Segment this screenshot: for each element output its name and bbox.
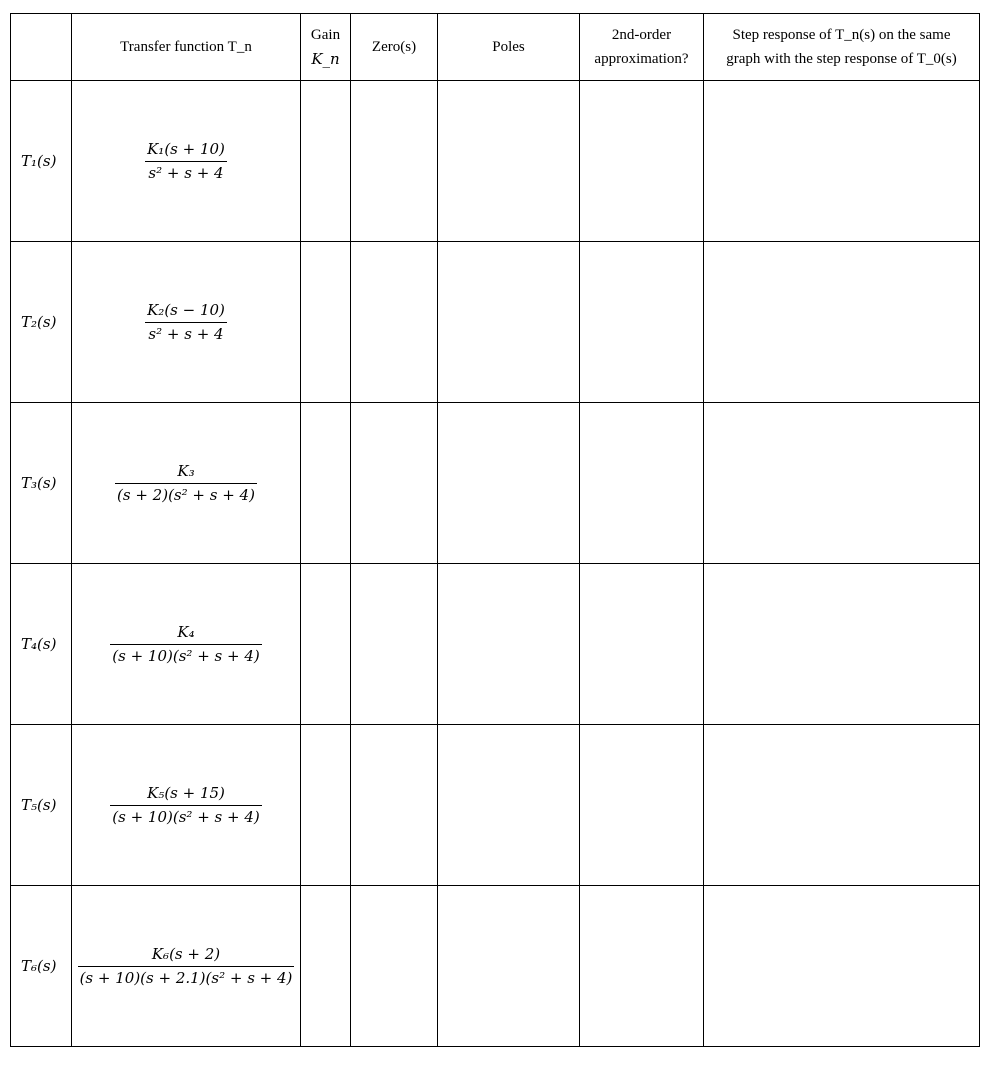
row-label: T₃(s) bbox=[11, 403, 72, 564]
zeros-input-cell[interactable] bbox=[351, 242, 438, 403]
transfer-function-cell bbox=[72, 886, 301, 1047]
transfer-function-cell bbox=[72, 81, 301, 242]
numerator: K₃ bbox=[177, 461, 195, 480]
row-label: T₆(s) bbox=[11, 886, 72, 1047]
denominator: s² + s + 4 bbox=[148, 324, 224, 343]
numerator: K₁(s + 10) bbox=[147, 139, 225, 158]
numerator: K₆(s + 2) bbox=[151, 944, 221, 963]
zeros-input-cell[interactable] bbox=[351, 81, 438, 242]
table-row bbox=[11, 886, 980, 1047]
header-poles bbox=[438, 14, 580, 81]
table-row bbox=[11, 564, 980, 725]
transfer-function-cell bbox=[72, 725, 301, 886]
header-gain-line1: Gain bbox=[310, 27, 341, 43]
header-transfer-function bbox=[72, 14, 301, 81]
zeros-input-cell[interactable] bbox=[351, 725, 438, 886]
row-label: T₂(s) bbox=[11, 242, 72, 403]
fraction bbox=[110, 783, 261, 828]
second-order-input-cell[interactable] bbox=[580, 725, 704, 886]
header-zeros bbox=[351, 14, 438, 81]
fraction bbox=[145, 300, 227, 345]
header-second-order-line1: 2nd-order bbox=[611, 27, 672, 43]
step-response-input-cell[interactable] bbox=[704, 725, 980, 886]
header-step-response-line2: graph with the step response of T_0(s) bbox=[726, 51, 957, 67]
header-second-order bbox=[580, 14, 704, 81]
step-response-input-cell[interactable] bbox=[704, 242, 980, 403]
denominator: (s + 10)(s + 2.1)(s² + s + 4) bbox=[79, 968, 293, 987]
second-order-input-cell[interactable] bbox=[580, 81, 704, 242]
fraction bbox=[110, 622, 261, 667]
transfer-function-cell bbox=[72, 242, 301, 403]
second-order-input-cell[interactable] bbox=[580, 564, 704, 725]
header-row bbox=[11, 14, 980, 81]
step-response-input-cell[interactable] bbox=[704, 564, 980, 725]
numerator: K₂(s − 10) bbox=[147, 300, 225, 319]
transfer-function-worksheet-table bbox=[10, 13, 980, 1047]
poles-input-cell[interactable] bbox=[438, 725, 580, 886]
poles-input-cell[interactable] bbox=[438, 403, 580, 564]
second-order-input-cell[interactable] bbox=[580, 886, 704, 1047]
fraction bbox=[78, 944, 295, 989]
header-transfer-function-text: Transfer function T_n bbox=[120, 39, 252, 55]
table-row bbox=[11, 725, 980, 886]
header-poles-text: Poles bbox=[492, 39, 525, 55]
gain-input-cell[interactable] bbox=[301, 242, 351, 403]
header-step-response-line1: Step response of T_n(s) on the same bbox=[732, 27, 951, 43]
table-row bbox=[11, 403, 980, 564]
poles-input-cell[interactable] bbox=[438, 886, 580, 1047]
zeros-input-cell[interactable] bbox=[351, 564, 438, 725]
zeros-input-cell[interactable] bbox=[351, 403, 438, 564]
second-order-input-cell[interactable] bbox=[580, 242, 704, 403]
gain-input-cell[interactable] bbox=[301, 725, 351, 886]
header-zeros-text: Zero(s) bbox=[371, 39, 417, 55]
step-response-input-cell[interactable] bbox=[704, 81, 980, 242]
denominator: s² + s + 4 bbox=[148, 163, 224, 182]
row-label: T₁(s) bbox=[11, 81, 72, 242]
fraction bbox=[145, 139, 227, 184]
gain-input-cell[interactable] bbox=[301, 564, 351, 725]
step-response-input-cell[interactable] bbox=[704, 886, 980, 1047]
denominator: (s + 2)(s² + s + 4) bbox=[117, 485, 255, 504]
header-gain bbox=[301, 14, 351, 81]
row-label: T₄(s) bbox=[11, 564, 72, 725]
header-corner-cell bbox=[11, 14, 72, 81]
header-step-response bbox=[704, 14, 980, 81]
zeros-input-cell[interactable] bbox=[351, 886, 438, 1047]
numerator: K₄ bbox=[177, 622, 195, 641]
transfer-function-cell bbox=[72, 564, 301, 725]
poles-input-cell[interactable] bbox=[438, 564, 580, 725]
second-order-input-cell[interactable] bbox=[580, 403, 704, 564]
fraction bbox=[115, 461, 257, 506]
denominator: (s + 10)(s² + s + 4) bbox=[112, 807, 260, 826]
transfer-function-cell bbox=[72, 403, 301, 564]
numerator: K₅(s + 15) bbox=[147, 783, 225, 802]
table-row bbox=[11, 242, 980, 403]
step-response-input-cell[interactable] bbox=[704, 403, 980, 564]
denominator: (s + 10)(s² + s + 4) bbox=[112, 646, 260, 665]
row-label: T₅(s) bbox=[11, 725, 72, 886]
table-row bbox=[11, 81, 980, 242]
gain-input-cell[interactable] bbox=[301, 81, 351, 242]
poles-input-cell[interactable] bbox=[438, 81, 580, 242]
gain-input-cell[interactable] bbox=[301, 403, 351, 564]
poles-input-cell[interactable] bbox=[438, 242, 580, 403]
header-second-order-line2: approximation? bbox=[594, 51, 689, 67]
header-gain-line2: K_n bbox=[311, 50, 340, 68]
gain-input-cell[interactable] bbox=[301, 886, 351, 1047]
